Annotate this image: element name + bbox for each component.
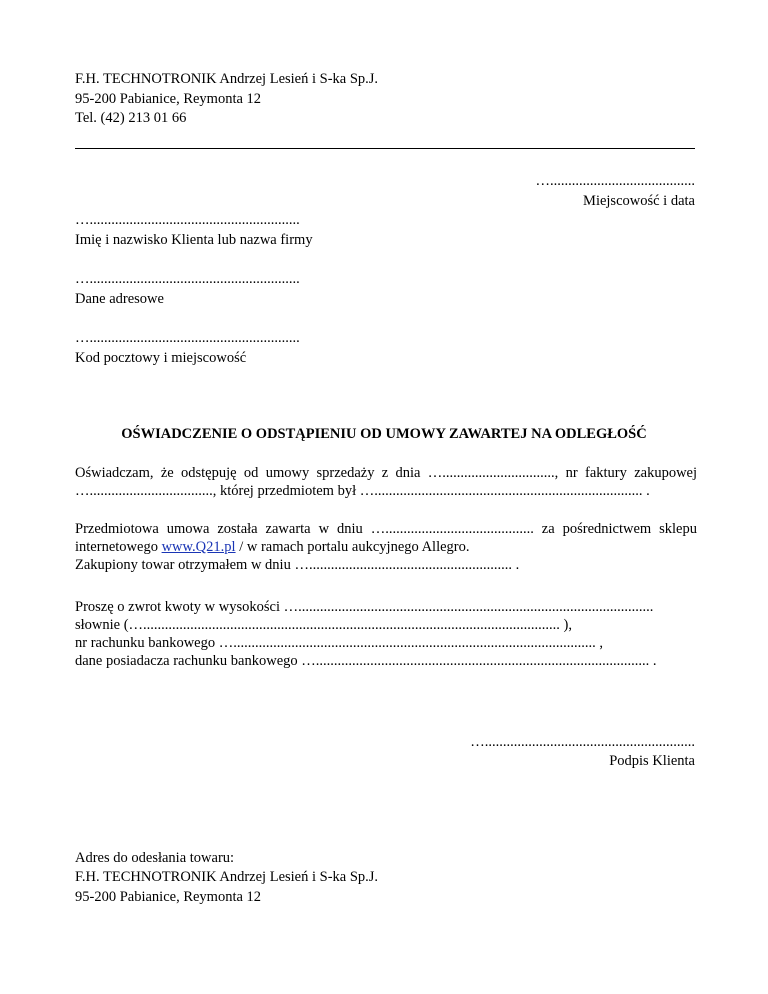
header-divider [75, 148, 695, 149]
contract-line-2-end: / w ramach portalu aukcyjnego Allegro. [235, 539, 470, 555]
client-postal-label: Kod pocztowy i miejscowość [75, 350, 247, 366]
client-name-dots: ….......................................................... [75, 212, 300, 228]
contract-line-2-start: internetowego [75, 539, 162, 555]
contract-line-3: Zakupiony towar otrzymałem w dniu …........................................................ . [75, 557, 520, 573]
place-date-label: Miejscowość i data [583, 193, 695, 209]
refund-paragraph [75, 598, 697, 670]
return-company-name: F.H. TECHNOTRONIK Andrzej Lesień i S-ka Sp.J. [75, 869, 379, 885]
refund-line-2: słownie (…................................................................................................................... ), [75, 617, 573, 633]
withdrawal-line-1: Oświadczam, że odstępuję od umowy sprzedaży z dnia …..............................., nr faktury zakupowej [75, 465, 697, 481]
contract-line-1: Przedmiotowa umowa została zawarta w dniu …......................................... za pośrednictwem sklepu [75, 521, 697, 537]
refund-line-4: dane posiadacza rachunku bankowego …............................................................................................ . [75, 653, 657, 669]
company-phone: Tel. (42) 213 01 66 [75, 110, 187, 126]
return-company-address: 95-200 Pabianice, Reymonta 12 [75, 889, 262, 905]
contract-line-2 [75, 538, 697, 556]
refund-line-3: nr rachunku bankowego ….................................................................................................... , [75, 635, 603, 651]
client-name-label: Imię i nazwisko Klienta lub nazwa firmy [75, 232, 313, 248]
shop-link[interactable]: www.Q21.pl [161, 539, 236, 555]
refund-line-1: Proszę o zwrot kwoty w wysokości ….................................................................................................. [75, 599, 654, 615]
client-postal-dots: ….......................................................... [75, 330, 300, 346]
client-address-label: Dane adresowe [75, 291, 164, 307]
company-name: F.H. TECHNOTRONIK Andrzej Lesień i S-ka Sp.J. [75, 71, 379, 87]
document-title: OŚWIADCZENIE O ODSTĄPIENIU OD UMOWY ZAWARTEJ NA ODLEGŁOŚĆ [121, 426, 647, 442]
signature-label: Podpis Klienta [609, 753, 695, 769]
client-address-dots: ….......................................................... [75, 271, 300, 287]
withdrawal-line-2: ….................................., której przedmiotem był ….......................................................................... . [75, 483, 650, 499]
withdrawal-paragraph [75, 464, 697, 500]
return-address-heading: Adres do odesłania towaru: [75, 850, 235, 866]
contract-paragraph [75, 520, 697, 574]
place-date-dots: …........................................ [535, 173, 695, 189]
company-address: 95-200 Pabianice, Reymonta 12 [75, 91, 262, 107]
signature-dots: ….......................................................... [470, 734, 695, 750]
